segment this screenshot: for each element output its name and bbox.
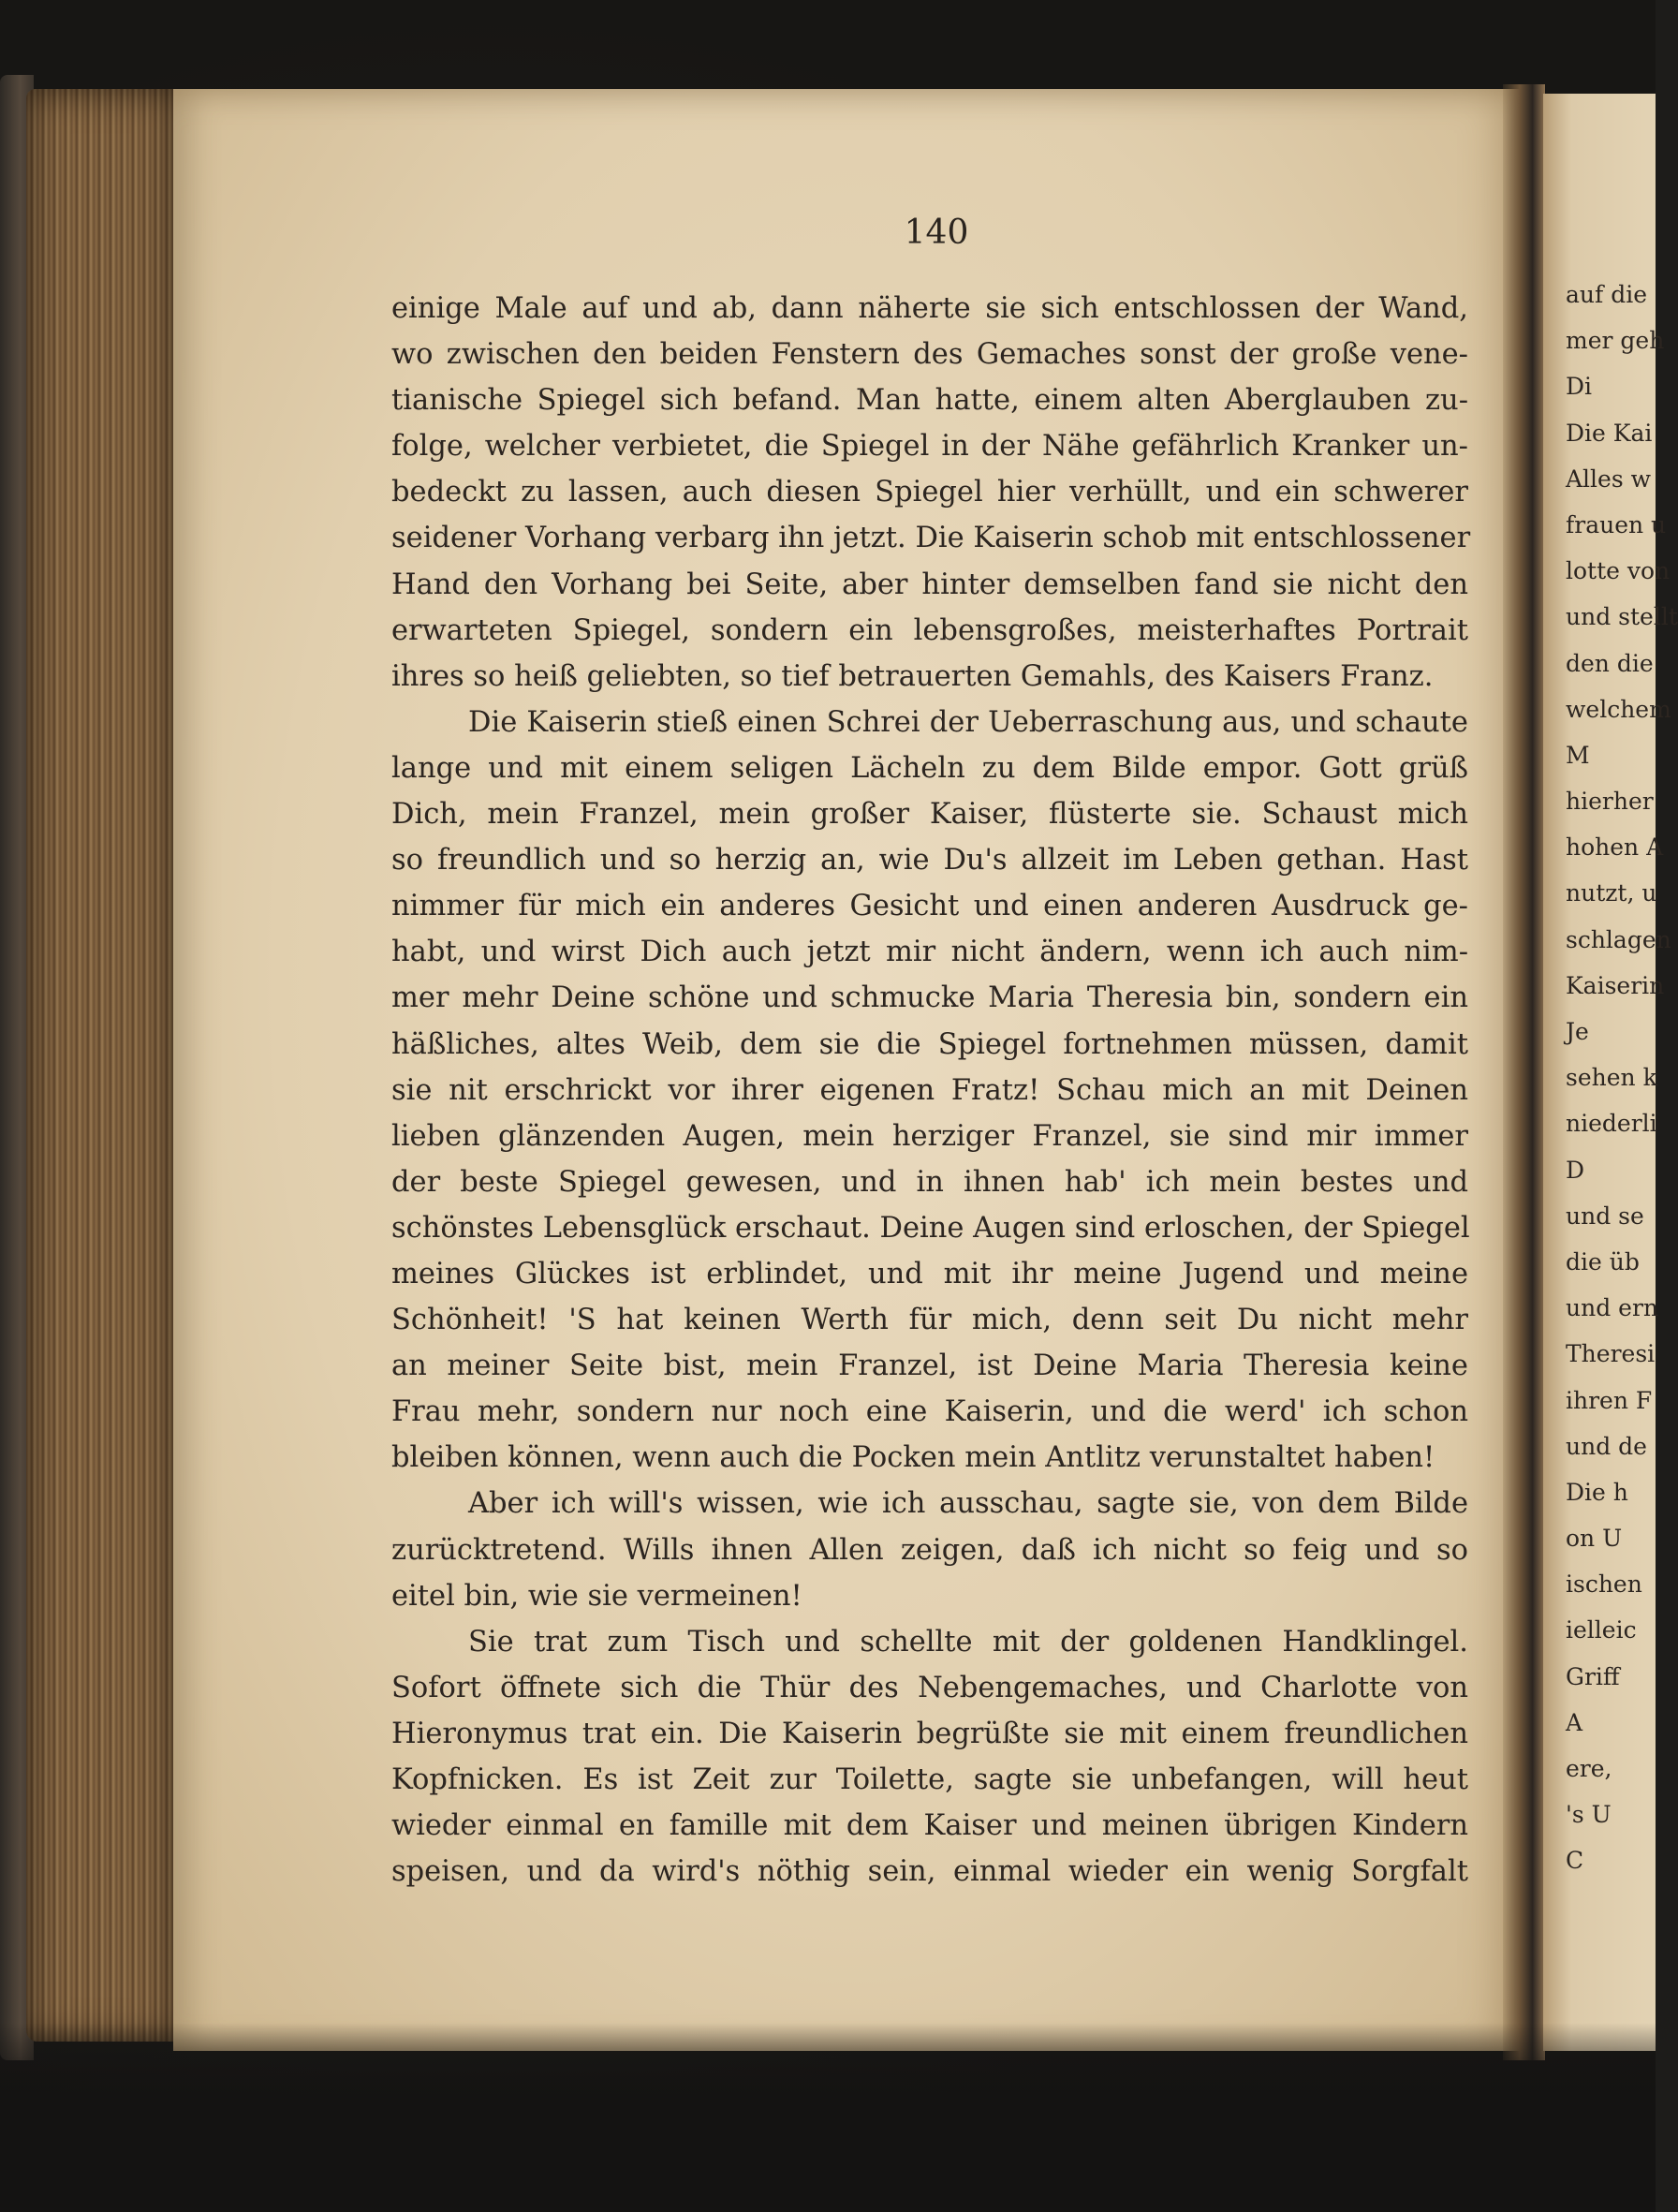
text-line: lieben glänzenden Augen, mein herziger Franzel, sie sind mir immer — [391, 1119, 1468, 1153]
text-line: seidener Vorhang verbarg ihn jetzt. Die Kaiserin schob mit entschlossener — [391, 522, 1471, 555]
text-line: Sie trat zum Tisch und schellte mit der goldenen Handklingel. — [468, 1625, 1468, 1659]
right-page-fragment: hierher — [1566, 788, 1654, 816]
bottom-shadow — [0, 2023, 1656, 2212]
right-page-fragment: Griff — [1566, 1662, 1620, 1690]
text-line: Sofort öffnete sich die Thür des Nebengemaches, und Charlotte von — [391, 1671, 1468, 1704]
right-page-fragment: frauen u — [1566, 510, 1667, 538]
right-page-fragment: ielleic — [1566, 1616, 1637, 1644]
right-page-fragment: Kaiserin — [1566, 971, 1665, 999]
text-line: zurücktretend. Wills ihnen Allen zeigen, daß ich nicht so feig und so — [391, 1533, 1468, 1567]
text-line: Die Kaiserin stieß einen Schrei der Ueberraschung aus, und schaute — [468, 705, 1468, 739]
text-line: speisen, und da wird's nöthig sein, einmal wieder ein wenig Sorgfalt — [391, 1855, 1468, 1889]
text-line: habt, und wirst Dich auch jetzt mir nicht ändern, wenn ich auch nim- — [391, 936, 1468, 969]
right-page-fragment: welchem — [1566, 695, 1671, 723]
right-page-fragment: niederli — [1566, 1110, 1657, 1138]
text-line: eitel bin, wie sie vermeinen! — [391, 1579, 802, 1613]
text-line: Hieronymus trat ein. Die Kaiserin begrüßte sie mit einem freundlichen — [391, 1717, 1468, 1750]
right-page-fragment: Je — [1566, 1018, 1589, 1045]
text-line: erwarteten Spiegel, sondern ein lebensgroßes, meisterhaftes Portrait — [391, 613, 1468, 647]
text-line: bleiben können, wenn auch die Pocken mein Antlitz verunstaltet haben! — [391, 1441, 1435, 1475]
right-page-fragment: ere, — [1566, 1755, 1612, 1782]
text-line: schönstes Lebensglück erschaut. Deine Augen sind erloschen, der Spiegel — [391, 1211, 1470, 1245]
right-page-fragment: C — [1566, 1847, 1584, 1875]
right-page-fragment: und ern — [1566, 1294, 1658, 1322]
right-page-fragment: Alles w — [1566, 465, 1652, 493]
right-page-fragment: und stellt — [1566, 603, 1678, 631]
text-line: häßliches, altes Weib, dem sie die Spiegel fortnehmen müssen, damit — [391, 1027, 1468, 1061]
text-line: Aber ich will's wissen, wie ich ausschau, sagte sie, von dem Bilde — [468, 1487, 1468, 1521]
text-line: Dich, mein Franzel, mein großer Kaiser, flüsterte sie. Schaust mich — [391, 798, 1468, 832]
right-page-fragment: lotte von — [1566, 557, 1671, 585]
right-page-fragment: A — [1566, 1708, 1583, 1736]
right-page-fragment: D — [1566, 1156, 1585, 1184]
text-line: meines Glückes ist erblindet, und mit ihr meine Jugend und meine — [391, 1257, 1468, 1290]
right-page-fragment: 's U — [1566, 1801, 1612, 1829]
right-page-fragment: sehen k — [1566, 1064, 1657, 1092]
text-line: einige Male auf und ab, dann näherte sie sich entschlossen der Wand, — [391, 292, 1468, 325]
page-edges — [26, 89, 176, 2042]
book-gutter — [1503, 84, 1545, 2060]
text-line: der beste Spiegel gewesen, und in ihnen hab' ich mein bestes und — [391, 1165, 1468, 1199]
text-line: Schönheit! 'S hat keinen Werth für mich, denn seit Du nicht mehr — [391, 1304, 1468, 1337]
right-page-text — [1566, 272, 1678, 1884]
body-text — [391, 286, 1471, 1895]
right-page-fragment: ihren F — [1566, 1386, 1653, 1414]
right-page-fragment: nutzt, u — [1566, 879, 1657, 907]
text-line: ihres so heiß geliebten, so tief betrauerten Gemahls, des Kaisers Franz. — [391, 659, 1434, 693]
right-page-fragment: den die — [1566, 649, 1654, 677]
text-line: folge, welcher verbietet, die Spiegel in der Nähe gefährlich Kranker un- — [391, 430, 1468, 464]
right-page-fragment: hohen A — [1566, 833, 1664, 862]
text-line: mer mehr Deine schöne und schmucke Maria Theresia bin, sondern ein — [391, 981, 1468, 1015]
text-line: nimmer für mich ein anderes Gesicht und einen anderen Ausdruck ge- — [391, 890, 1468, 923]
text-line: wieder einmal en famille mit dem Kaiser und meinen übrigen Kindern — [391, 1809, 1468, 1843]
right-page-fragment: schlagen — [1566, 925, 1671, 953]
right-page-fragment: Di — [1566, 373, 1593, 401]
text-line: Hand den Vorhang bei Seite, aber hinter demselben fand sie nicht den — [391, 568, 1468, 601]
right-page-fragment: ischen — [1566, 1571, 1642, 1599]
right-page-fragment: und de — [1566, 1432, 1647, 1460]
right-page-fragment: mer geh — [1566, 327, 1665, 355]
text-line: Kopfnicken. Es ist Zeit zur Toilette, sagte sie unbefangen, will heut — [391, 1763, 1468, 1796]
text-line: bedeckt zu lassen, auch diesen Spiegel hier verhüllt, und ein schwerer — [391, 476, 1468, 509]
text-line: lange und mit einem seligen Lächeln zu dem Bilde empor. Gott grüß — [391, 751, 1468, 785]
right-page-fragment: M — [1566, 741, 1590, 769]
right-page-fragment: auf die — [1566, 281, 1647, 308]
right-page-fragment: die üb — [1566, 1247, 1640, 1276]
text-line: so freundlich und so herzig an, wie Du's allzeit im Leben gethan. Hast — [391, 844, 1468, 877]
text-line: wo zwischen den beiden Fenstern des Gemaches sonst der große vene- — [391, 338, 1468, 372]
right-page-fragment: Theresi — [1566, 1340, 1656, 1368]
text-line: an meiner Seite bist, mein Franzel, ist Deine Maria Theresia keine — [391, 1349, 1468, 1383]
right-page-fragment: Die h — [1566, 1478, 1628, 1506]
right-page-fragment: on U — [1566, 1525, 1623, 1553]
page-number: 140 — [904, 214, 969, 252]
right-page-fragment: Die Kai — [1566, 419, 1653, 447]
right-page-fragment: und se — [1566, 1202, 1644, 1230]
text-line: Frau mehr, sondern nur noch eine Kaiserin, und die werd' ich schon — [391, 1395, 1468, 1429]
text-line: tianische Spiegel sich befand. Man hatte, einem alten Aberglauben zu- — [391, 384, 1468, 418]
text-line: sie nit erschrickt vor ihrer eigenen Fratz! Schau mich an mit Deinen — [391, 1073, 1468, 1107]
